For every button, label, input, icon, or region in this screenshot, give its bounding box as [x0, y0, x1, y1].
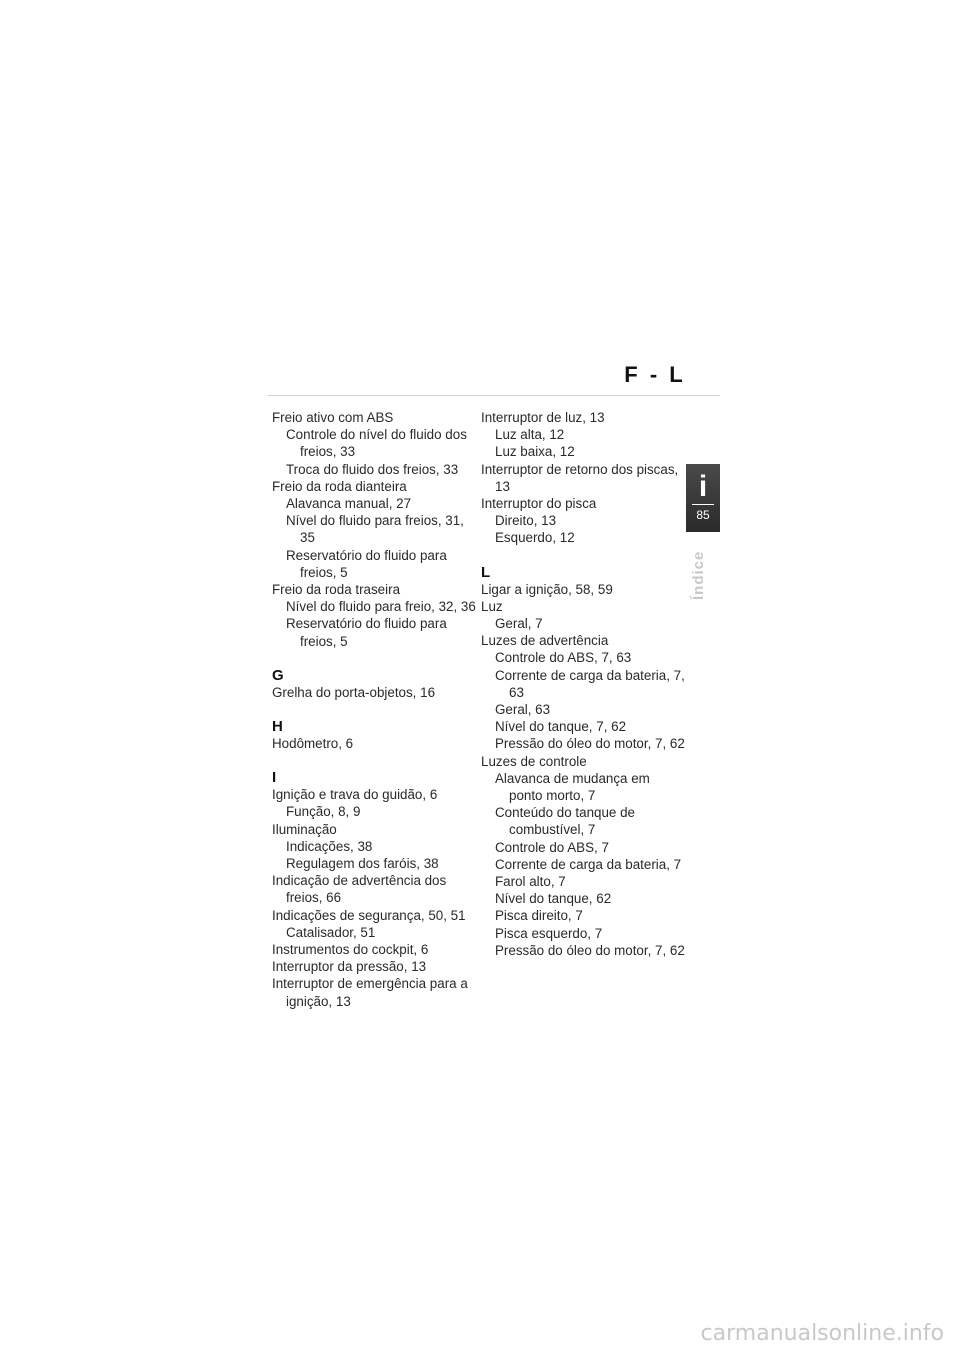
- index-subentry: Luz baixa, 12: [495, 444, 575, 460]
- index-subentry: Pressão do óleo do motor, 7, 62: [495, 736, 685, 752]
- index-entry: Interruptor de luz, 13: [481, 410, 605, 425]
- index-subentry: Geral, 63: [495, 702, 551, 718]
- index-letter-heading: I: [272, 769, 277, 787]
- index-subentry: Nível do fluido para freio, 32, 36: [286, 599, 476, 615]
- section-label: Índice: [690, 550, 707, 600]
- index-entry: Interruptor de emergência para a ignição, 13: [272, 976, 468, 1009]
- index-entry: Freio da roda dianteira: [272, 478, 407, 494]
- index-entry: Luzes de controle: [481, 753, 587, 769]
- index-subentry: Farol alto, 7: [495, 874, 566, 890]
- info-icon: i: [698, 470, 708, 503]
- index-subentry: Controle do ABS, 7: [495, 839, 609, 855]
- index-subentry: Alavanca de mudança em ponto morto, 7: [495, 770, 650, 804]
- index-subentry: Nível do tanque, 7, 62: [495, 719, 627, 735]
- index-entry: Instrumentos do cockpit, 6: [272, 942, 429, 958]
- index-subentry: Geral, 7: [495, 616, 543, 632]
- index-subentry: Catalisador, 51: [286, 924, 376, 940]
- index-subentry: Pressão do óleo do motor, 7, 62: [495, 942, 685, 958]
- index-entry: Indicação de advertência dos freios, 66: [272, 873, 447, 906]
- index-subentry: Reservatório do fluido para freios, 5: [286, 547, 447, 580]
- index-entry: Interruptor de retorno dos piscas, 13: [481, 461, 679, 494]
- index-subentry: Regulagem dos faróis, 38: [286, 856, 439, 872]
- index-column-left: [272, 409, 476, 1010]
- index-subentry: Esquerdo, 12: [495, 530, 575, 546]
- index-entry: Ignição e trava do guidão, 6: [272, 787, 438, 803]
- index-subentry: Nível do tanque, 62: [495, 891, 612, 907]
- index-letter-heading: H: [272, 718, 283, 736]
- index-subentry: Controle do ABS, 7, 63: [495, 650, 632, 666]
- index-subentry: Pisca esquerdo, 7: [495, 925, 603, 941]
- index-entry: Interruptor do pisca: [481, 496, 597, 512]
- index-subentry: Luz alta, 12: [495, 427, 565, 443]
- index-letter-heading: L: [481, 563, 491, 581]
- watermark: carmanualsonline.info: [700, 1321, 944, 1346]
- index-subentry: Nível do fluido para freios, 31, 35: [286, 513, 464, 546]
- page-number: 85: [696, 508, 710, 522]
- index-entry: Iluminação: [272, 821, 337, 837]
- index-subentry: Troca do fluido dos freios, 33: [286, 461, 459, 477]
- index-tab: [686, 464, 720, 532]
- index-entry: Indicações de segurança, 50, 51: [272, 907, 466, 923]
- index-subentry: Direito, 13: [495, 513, 557, 529]
- index-column-right: [481, 409, 685, 959]
- index-subentry: Alavanca manual, 27: [286, 496, 412, 512]
- index-subentry: Reservatório do fluido para freios, 5: [286, 616, 447, 649]
- index-subentry: Corrente de carga da bateria, 7: [495, 856, 682, 872]
- index-entry: Grelha do porta-objetos, 16: [272, 684, 436, 700]
- index-entry: Freio da roda traseira: [272, 582, 401, 598]
- index-entry: Freio ativo com ABS: [272, 410, 394, 425]
- index-subentry: Corrente de carga da bateria, 7, 63: [495, 667, 685, 700]
- index-entry: Luz: [481, 598, 503, 614]
- index-entry: Luzes de advertência: [481, 633, 609, 649]
- index-subentry: Indicações, 38: [286, 838, 373, 854]
- page-title: F - L: [624, 362, 686, 387]
- index-entry: Interruptor da pressão, 13: [272, 959, 427, 975]
- index-subentry: Conteúdo do tanque de combustível, 7: [495, 805, 635, 838]
- index-subentry: Pisca direito, 7: [495, 908, 583, 924]
- index-entry: Hodômetro, 6: [272, 736, 354, 752]
- index-subentry: Função, 8, 9: [286, 804, 361, 820]
- header-divider: [268, 395, 720, 396]
- index-letter-heading: G: [272, 666, 284, 684]
- index-subentry: Controle do nível do fluido dos freios, 33: [286, 427, 467, 460]
- index-entry: Ligar a ignição, 58, 59: [481, 581, 613, 597]
